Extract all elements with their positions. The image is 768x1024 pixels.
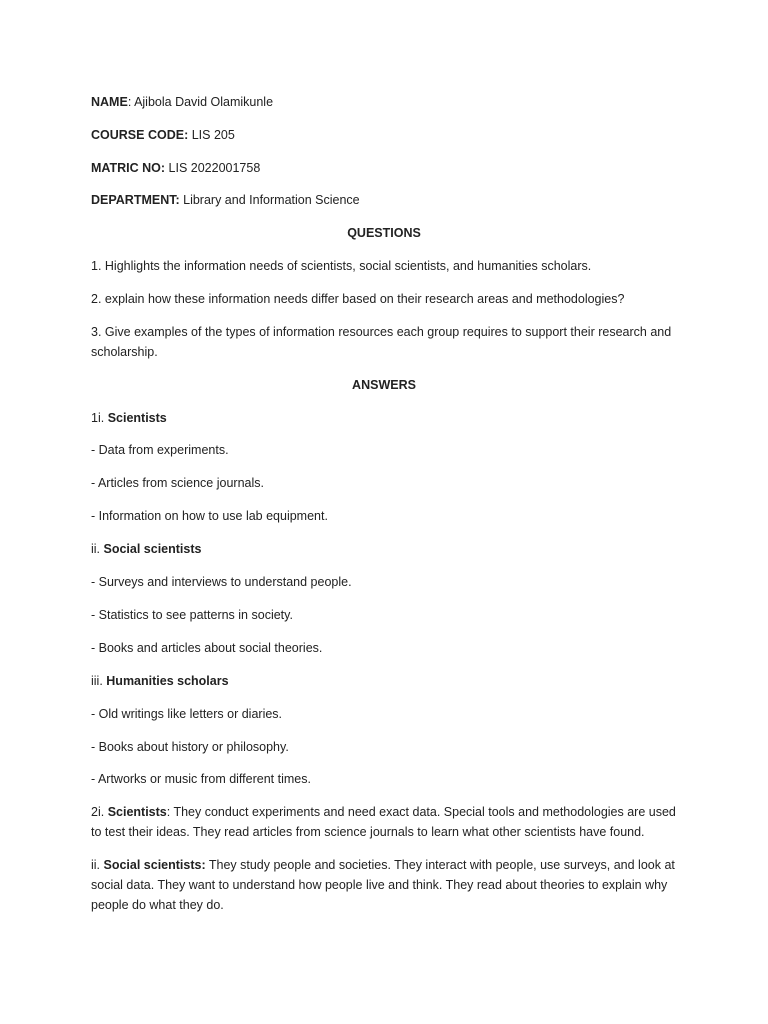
list-item: - Old writings like letters or diaries.	[91, 707, 283, 721]
list-item: - Books about history or philosophy.	[91, 740, 289, 754]
list-item: - Books and articles about social theories.	[91, 641, 323, 655]
list-item: - Articles from science journals.	[91, 476, 264, 490]
question-1: 1. Highlights the information needs of scientists, social scientists, and humanities scholars.	[91, 259, 592, 273]
matric-no-line	[91, 158, 677, 178]
list-item: - Information on how to use lab equipment.	[91, 509, 328, 523]
name-line	[91, 92, 677, 112]
matric-no-label: MATRIC NO:	[91, 161, 166, 175]
name-value: : Ajibola David Olamikunle	[127, 95, 274, 109]
answers-heading: ANSWERS	[352, 378, 416, 392]
list-item: - Artworks or music from different times.	[91, 772, 311, 786]
answer-1ii-heading: ii. Social scientists	[91, 542, 202, 556]
course-code-line	[91, 125, 677, 145]
department-line	[91, 190, 677, 210]
question-2: 2. explain how these information needs differ based on their research areas and methodologies?	[91, 292, 625, 306]
course-code-value: LIS 205	[188, 128, 235, 142]
matric-no-value: LIS 2022001758	[165, 161, 261, 175]
course-code-label: COURSE CODE:	[91, 128, 189, 142]
answer-1i-heading: 1i. Scientists	[91, 411, 167, 425]
list-item: - Statistics to see patterns in society.	[91, 608, 293, 622]
list-item: - Surveys and interviews to understand people.	[91, 575, 352, 589]
question-3: 3. Give examples of the types of information resources each group requires to support their research and scholarship.	[91, 325, 672, 359]
department-label: DEPARTMENT:	[91, 193, 180, 207]
department-value: Library and Information Science	[179, 193, 360, 207]
name-label: NAME	[91, 95, 128, 109]
questions-heading: QUESTIONS	[347, 226, 421, 240]
answer-2i-paragraph: 2i. Scientists: They conduct experiments and need exact data. Special tools and methodologies are used to test their ideas. They read articles from science journals to learn what other scientists have found.	[91, 805, 676, 839]
answer-2ii-paragraph: ii. Social scientists: They study people and societies. They interact with people, use surveys, and look at social data. They want to understand how people live and think. They read about theories to explain why people do what they do.	[91, 858, 675, 912]
list-item: - Data from experiments.	[91, 443, 229, 457]
answer-1iii-heading: iii. Humanities scholars	[91, 674, 229, 688]
